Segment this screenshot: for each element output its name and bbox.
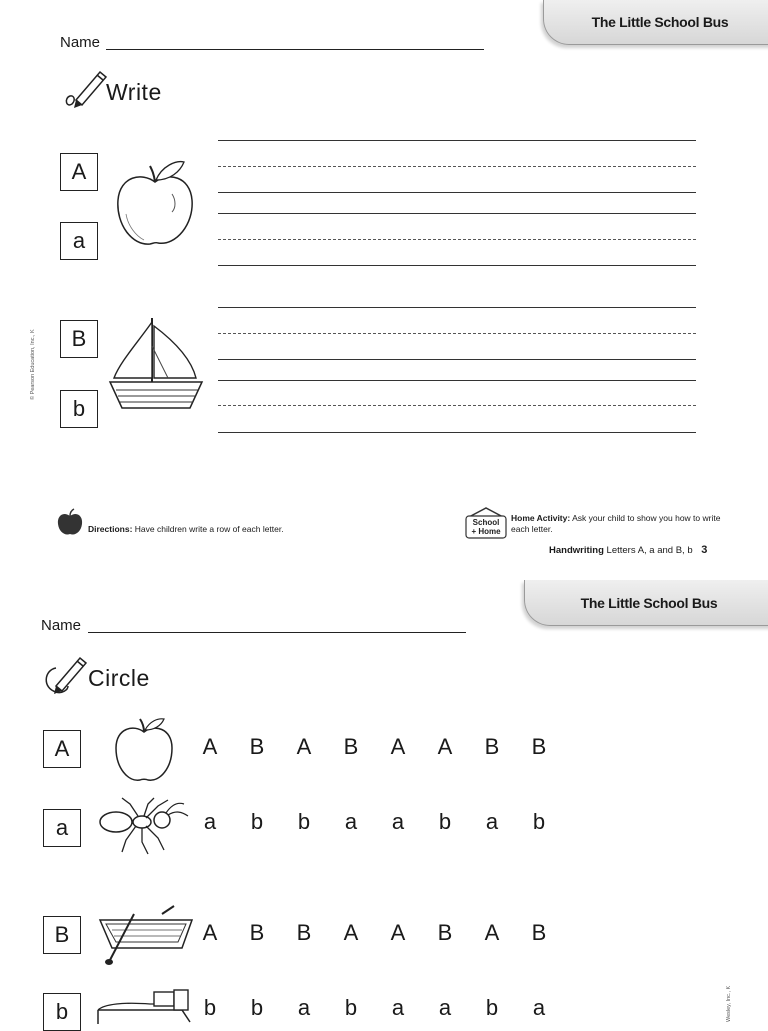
header-tab: The Little School Bus — [524, 580, 768, 626]
choice-letter[interactable]: a — [438, 995, 452, 1020]
rowboat-picture — [98, 904, 194, 966]
writing-line-base — [218, 359, 696, 360]
choice-letter[interactable]: a — [344, 809, 358, 834]
choice-letter[interactable]: B — [531, 920, 547, 945]
choice-letter[interactable]: a — [297, 995, 311, 1020]
sailboat-illustration — [108, 316, 204, 414]
letter-box-b: b — [60, 390, 98, 428]
choice-letter[interactable]: b — [203, 995, 217, 1020]
name-label: Name — [60, 34, 101, 51]
choice-letter[interactable]: B — [484, 734, 500, 759]
writing-line-base — [218, 192, 696, 193]
apple-icon — [57, 508, 83, 536]
home-activity-text: Ask your child to show you how to write each letter. — [511, 513, 721, 534]
apple-picture — [112, 716, 176, 784]
choice-letter[interactable]: A — [202, 920, 218, 945]
page-number: 3 — [701, 544, 708, 556]
choice-letter[interactable]: A — [390, 734, 406, 759]
writing-line-top[interactable] — [218, 213, 696, 214]
page-footer — [549, 544, 707, 556]
home-activity-label: Home Activity: — [511, 513, 571, 523]
row-box-B: B — [43, 916, 81, 954]
choice-letter[interactable]: B — [343, 734, 359, 759]
school-home-badge-icon — [463, 506, 509, 542]
choice-letter[interactable]: b — [532, 809, 546, 834]
row-box-A: A — [43, 730, 81, 768]
header-tab: The Little School Bus — [543, 0, 768, 45]
letter-box-A: A — [60, 153, 98, 191]
copyright-text: © Pearson Education, Inc., K — [30, 329, 36, 400]
choice-letter[interactable]: A — [296, 734, 312, 759]
choice-letter[interactable]: b — [344, 995, 358, 1020]
writing-line-mid — [218, 333, 696, 334]
choice-letter[interactable]: b — [297, 809, 311, 834]
choice-letter[interactable]: a — [485, 809, 499, 834]
writing-line-top[interactable] — [218, 307, 696, 308]
choice-letter[interactable]: B — [531, 734, 547, 759]
directions-label: Directions: — [88, 524, 133, 534]
choice-letter[interactable]: A — [343, 920, 359, 945]
directions — [88, 524, 284, 534]
apple-illustration — [112, 158, 198, 250]
copyright-text: Wesley, Inc., K — [726, 985, 732, 1022]
choice-letter[interactable]: B — [249, 920, 265, 945]
footer-text: Letters A, a and B, b — [606, 545, 693, 556]
choice-letter[interactable]: a — [532, 995, 546, 1020]
name-line[interactable] — [88, 616, 466, 633]
write-heading: Write — [106, 79, 162, 105]
row-box-b: b — [43, 993, 81, 1031]
directions-text: Have children write a row of each letter. — [134, 524, 284, 534]
worksheet-page-circle — [0, 580, 768, 1024]
choice-letter[interactable]: b — [250, 809, 264, 834]
name-line[interactable] — [106, 33, 484, 50]
writing-line-top[interactable] — [218, 380, 696, 381]
choice-letter[interactable]: B — [437, 920, 453, 945]
footer-label: Handwriting — [549, 545, 604, 556]
choice-letter[interactable]: a — [391, 809, 405, 834]
letter-box-a: a — [60, 222, 98, 260]
choice-letter[interactable]: b — [485, 995, 499, 1020]
bed-picture — [94, 988, 194, 1024]
ant-picture — [96, 796, 190, 856]
circle-heading: Circle — [88, 665, 150, 691]
choice-letter[interactable]: b — [438, 809, 452, 834]
choice-letter[interactable]: A — [202, 734, 218, 759]
choice-letter[interactable]: A — [484, 920, 500, 945]
home-activity — [511, 513, 721, 535]
choice-letter[interactable]: A — [437, 734, 453, 759]
writing-line-mid — [218, 166, 696, 167]
writing-line-top[interactable] — [218, 140, 696, 141]
writing-line-mid — [218, 239, 696, 240]
letter-box-B: B — [60, 320, 98, 358]
choice-letter[interactable]: B — [249, 734, 265, 759]
row-box-a: a — [43, 809, 81, 847]
writing-line-base — [218, 432, 696, 433]
writing-line-mid — [218, 405, 696, 406]
choice-letter[interactable]: B — [296, 920, 312, 945]
writing-line-base — [218, 265, 696, 266]
choice-letter[interactable]: b — [250, 995, 264, 1020]
choice-letter[interactable]: a — [203, 809, 217, 834]
pencil-icon — [62, 68, 108, 110]
badge-home-text: + Home — [471, 527, 501, 536]
pencil-circle-icon — [42, 654, 88, 696]
badge-school-text: School — [472, 518, 500, 527]
choice-letter[interactable]: A — [390, 920, 406, 945]
choice-letter[interactable]: a — [391, 995, 405, 1020]
name-label: Name — [41, 617, 82, 634]
